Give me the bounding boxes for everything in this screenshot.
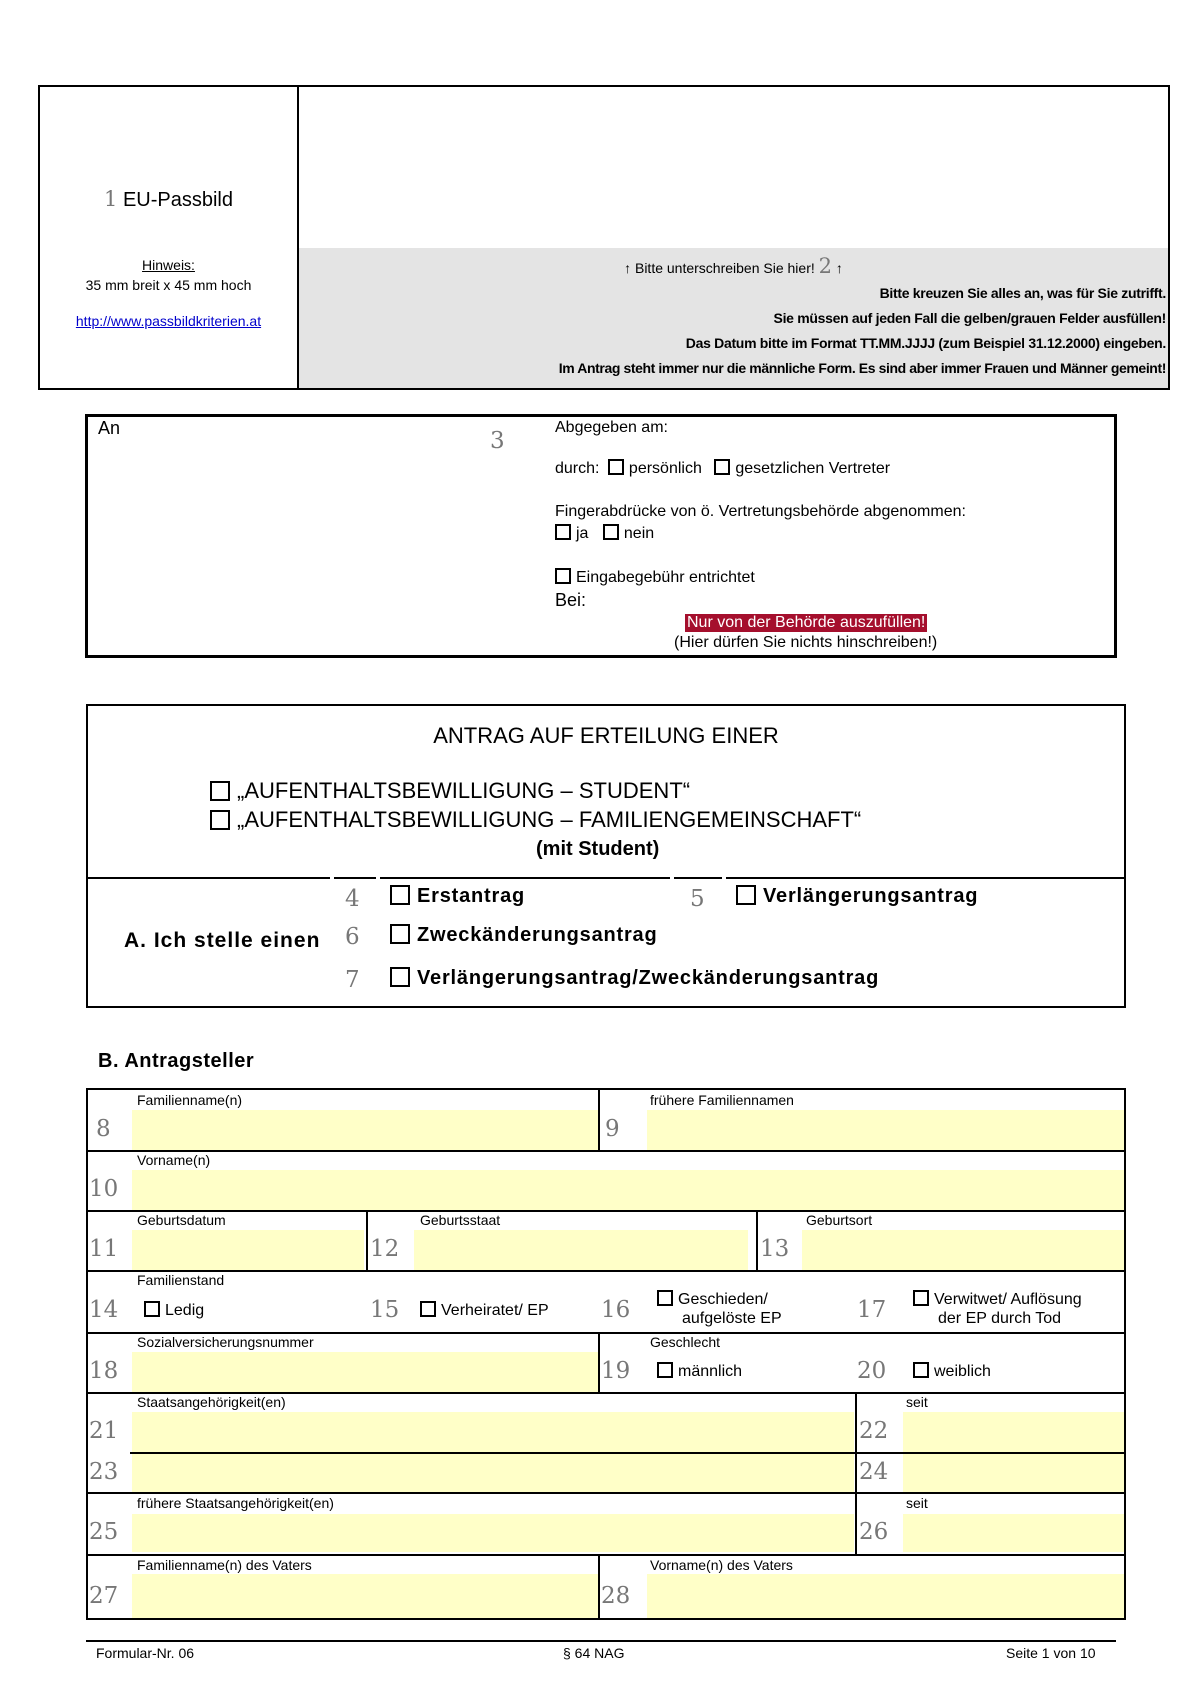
ledig-label: Ledig: [165, 1302, 205, 1319]
photo-area[interactable]: [40, 87, 297, 388]
section-b-title: B. Antragsteller: [98, 1050, 255, 1072]
antrag-title: ANTRAG AUF ERTEILUNG EINER: [433, 723, 779, 748]
field-number: 19: [601, 1358, 631, 1384]
row-line: [86, 1554, 1126, 1556]
passbild-link[interactable]: http://www.passbildkriterien.at: [75, 313, 262, 329]
seit-label-1: seit: [906, 1394, 928, 1410]
vater-vorname-label: Vorname(n) des Vaters: [650, 1557, 793, 1573]
verl-zweck-checkbox[interactable]: [390, 967, 410, 987]
persoenlich-label: persönlich: [628, 460, 702, 477]
ja-checkbox[interactable]: [555, 524, 571, 540]
authority-banner: Nur von der Behörde auszufüllen!: [687, 614, 926, 631]
verheiratet-option: [420, 1301, 549, 1320]
weiblich-option: [913, 1362, 991, 1381]
field-number: 23: [89, 1459, 119, 1485]
finger-label: Fingerabdrücke von ö. Vertretungsbehörde abgenommen:: [555, 503, 966, 520]
separator: [674, 877, 722, 879]
fruehere-familiennamen-label: frühere Familiennamen: [650, 1092, 794, 1108]
verwitwet-label-1: Verwitwet/ Auflösung: [934, 1291, 1082, 1308]
field-number: 20: [857, 1358, 887, 1384]
verheiratet-checkbox[interactable]: [420, 1301, 436, 1317]
fruehere-staatsangehoerigkeit-label: frühere Staatsangehörigkeit(en): [137, 1495, 334, 1511]
student-checkbox[interactable]: [210, 781, 230, 801]
vater-vorname-input[interactable]: [647, 1574, 1124, 1618]
field-number: 28: [601, 1583, 631, 1609]
field-number: 5: [690, 886, 705, 912]
vater-familienname-label: Familienname(n) des Vaters: [137, 1557, 312, 1573]
zweck-checkbox[interactable]: [390, 924, 410, 944]
authority-banner-sub: (Hier dürfen Sie nichts hinschreiben!): [674, 634, 938, 651]
field-number: 1: [104, 187, 118, 211]
vorname-input[interactable]: [132, 1170, 1124, 1210]
note-3: Das Datum bitte im Format TT.MM.JJJJ (zum Beispiel 31.12.2000) eingeben.: [685, 335, 1166, 351]
staatsangehoerigkeit-input-1[interactable]: [132, 1412, 854, 1452]
note-4: Im Antrag steht immer nur die männliche Form. Es sind aber immer Frauen und Männer gemeint!: [558, 360, 1166, 376]
svnr-label: Sozialversicherungsnummer: [137, 1334, 314, 1350]
field-number: 16: [601, 1297, 631, 1323]
staatsangehoerigkeit-label: Staatsangehörigkeit(en): [137, 1394, 286, 1410]
maennlich-checkbox[interactable]: [657, 1362, 673, 1378]
col-line: [855, 1392, 857, 1554]
field-number: 10: [89, 1176, 119, 1202]
footer-form-number: Formular-Nr. 06: [96, 1645, 195, 1661]
separator: [86, 877, 330, 879]
persoenlich-checkbox[interactable]: [608, 459, 624, 475]
geburtsort-input[interactable]: [802, 1230, 1124, 1270]
svnr-input[interactable]: [132, 1352, 598, 1392]
row-line: [86, 1492, 1126, 1494]
row-line: [130, 1452, 1126, 1454]
vertreter-checkbox[interactable]: [714, 459, 730, 475]
geschieden-label-1: Geschieden/: [678, 1291, 768, 1308]
nein-checkbox[interactable]: [603, 524, 619, 540]
section-a-label: A. Ich stelle einen: [124, 929, 321, 952]
hint-size: 35 mm breit x 45 mm hoch: [85, 277, 252, 293]
separator: [726, 877, 1126, 879]
office-an: An: [98, 418, 121, 438]
maennlich-option: [657, 1362, 742, 1381]
verwitwet-checkbox[interactable]: [913, 1290, 929, 1306]
field-number: 25: [89, 1519, 119, 1545]
photo-title: EU-Passbild: [122, 189, 233, 211]
staatsangehoerigkeit-input-2[interactable]: [132, 1454, 854, 1492]
verl-zweck-label: Verlängerungsantrag/Zweckänderungsantrag: [417, 967, 880, 989]
gebuehr-label: Eingabegebühr entrichtet: [576, 569, 755, 586]
field-number: 9: [605, 1116, 620, 1142]
familie-checkbox[interactable]: [210, 810, 230, 830]
col-line: [598, 1554, 600, 1620]
row-line: [86, 1210, 1126, 1212]
field-number: 6: [345, 924, 360, 950]
field-number: 12: [370, 1236, 400, 1262]
col-line: [366, 1210, 368, 1270]
verlaengerung-row: [736, 885, 978, 908]
field-number: 22: [859, 1418, 889, 1444]
geburtsdatum-input[interactable]: [132, 1230, 364, 1270]
note-1: Bitte kreuzen Sie alles an, was für Sie zutrifft.: [879, 285, 1166, 301]
field-number: 17: [857, 1297, 887, 1323]
field-number: 18: [89, 1358, 119, 1384]
field-number: 7: [345, 967, 360, 993]
geburtsstaat-label: Geburtsstaat: [420, 1212, 501, 1228]
vorname-label: Vorname(n): [137, 1152, 211, 1168]
col-line: [598, 1332, 600, 1392]
arrow-up-icon: ↑: [835, 260, 843, 276]
weiblich-checkbox[interactable]: [913, 1362, 929, 1378]
erstantrag-label: Erstantrag: [417, 885, 526, 907]
field-number: 4: [345, 886, 360, 912]
option-familie-row: [210, 807, 861, 833]
verwitwet-option: [913, 1290, 1082, 1328]
zweck-label: Zweckänderungsantrag: [417, 924, 658, 946]
geschieden-option: [657, 1290, 782, 1328]
field-number: 11: [89, 1236, 119, 1262]
field-number: 15: [370, 1297, 400, 1323]
durch-row: [555, 459, 890, 478]
option-familie-label: „AUFENTHALTSBEWILLIGUNG – FAMILIENGEMEINSCHAFT“: [237, 807, 862, 832]
field-number: 8: [96, 1116, 111, 1142]
col-line: [756, 1210, 758, 1270]
row-line: [86, 1270, 1126, 1272]
footer-paragraph: § 64 NAG: [563, 1645, 625, 1661]
verlaengerung-checkbox[interactable]: [736, 885, 756, 905]
field-number: 24: [859, 1459, 889, 1485]
field-number: 3: [490, 428, 505, 454]
maennlich-label: männlich: [678, 1363, 743, 1380]
option-familie-sub: (mit Student): [536, 838, 660, 860]
familienname-label: Familienname(n): [137, 1092, 243, 1108]
geschieden-checkbox[interactable]: [657, 1290, 673, 1306]
col-line: [598, 1088, 600, 1150]
row-line: [86, 1150, 1126, 1152]
abgegeben-label: Abgegeben am:: [555, 419, 668, 436]
seit-input-3[interactable]: [903, 1514, 1124, 1552]
signature-prompt: Bitte unterschreiben Sie hier!: [634, 260, 815, 276]
durch-label: durch:: [555, 460, 600, 477]
vater-familienname-input[interactable]: [132, 1574, 598, 1618]
note-2: Sie müssen auf jeden Fall die gelben/grauen Felder ausfüllen!: [773, 310, 1166, 326]
field-number: 21: [89, 1418, 119, 1444]
geburtsort-label: Geburtsort: [806, 1212, 873, 1228]
field-number: 2: [818, 254, 833, 278]
footer-page: Seite 1 von 10: [1006, 1645, 1096, 1661]
notes-area: [299, 248, 1168, 388]
weiblich-label: weiblich: [934, 1363, 991, 1380]
verl-zweck-row: [390, 967, 879, 990]
zweck-row: [390, 924, 658, 947]
familienstand-label: Familienstand: [137, 1272, 225, 1288]
field-number: 27: [89, 1583, 119, 1609]
separator: [380, 877, 670, 879]
bei-label: Bei:: [555, 590, 587, 610]
verlaengerung-label: Verlängerungsantrag: [763, 885, 979, 907]
ja-label: ja: [576, 525, 589, 542]
fruehere-familiennamen-input[interactable]: [647, 1110, 1124, 1150]
seit-label-2: seit: [906, 1495, 928, 1511]
hint-label: Hinweis:: [142, 257, 195, 273]
finger-options: [555, 524, 654, 543]
gebuehr-row: [555, 568, 755, 587]
signature-field[interactable]: [299, 87, 1168, 247]
verheiratet-label: Verheiratet/ EP: [441, 1302, 549, 1319]
familienname-input[interactable]: [132, 1110, 598, 1150]
vertreter-label: gesetzlichen Vertreter: [735, 460, 891, 477]
separator: [334, 877, 376, 879]
ledig-option: [144, 1301, 204, 1320]
seit-input-1[interactable]: [903, 1412, 1124, 1452]
geschlecht-label: Geschlecht: [650, 1334, 721, 1350]
gebuehr-checkbox[interactable]: [555, 568, 571, 584]
field-number: 13: [760, 1236, 790, 1262]
geburtsstaat-input[interactable]: [414, 1230, 748, 1270]
nein-label: nein: [623, 525, 655, 542]
geschieden-label-2: aufgelöste EP: [682, 1310, 782, 1327]
option-student-row: [210, 778, 690, 804]
ledig-checkbox[interactable]: [144, 1301, 160, 1317]
option-student-label: „AUFENTHALTSBEWILLIGUNG – STUDENT“: [237, 778, 691, 803]
arrow-up-icon: ↑: [624, 260, 632, 276]
erstantrag-checkbox[interactable]: [390, 885, 410, 905]
verwitwet-label-2: der EP durch Tod: [938, 1310, 1062, 1327]
geburtsdatum-label: Geburtsdatum: [137, 1212, 226, 1228]
field-number: 26: [859, 1519, 889, 1545]
fruehere-staatsangehoerigkeit-input[interactable]: [132, 1514, 854, 1552]
field-number: 14: [89, 1297, 119, 1323]
seit-input-2[interactable]: [903, 1454, 1124, 1492]
footer-line: [86, 1640, 1116, 1642]
erstantrag-row: [390, 885, 525, 908]
